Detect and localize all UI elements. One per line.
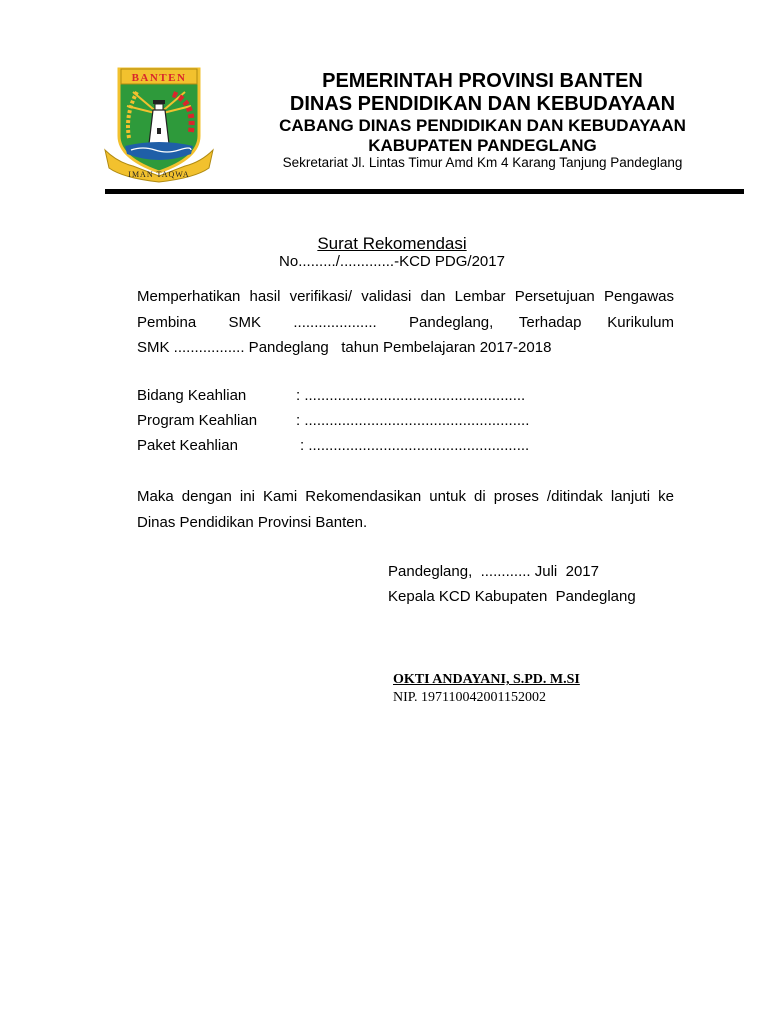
field-bidang-keahlian (137, 387, 525, 404)
banten-emblem-logo (103, 66, 215, 183)
intro-line-3: SMK ................. Pandeglang tahun Pembelajaran 2017-2018 (137, 339, 552, 356)
field-label: Paket Keahlian (137, 437, 238, 454)
closing-paragraph (137, 484, 674, 535)
closing-line-1: Maka dengan ini Kami Rekomendasikan untuk di proses /ditindak lanjuti ke (137, 488, 674, 505)
letter-title: Surat Rekomendasi (317, 234, 467, 253)
field-value: : ..................................................... (296, 387, 526, 404)
letter-number: No........./.............-KCD PDG/2017 (279, 253, 505, 270)
signer-title: Kepala KCD Kabupaten Pandeglang (388, 588, 636, 605)
field-program-keahlian (137, 412, 529, 429)
agency-address: Sekretariat Jl. Lintas Timur Amd Km 4 Karang Tanjung Pandeglang (282, 155, 683, 170)
intro-line-2: Pembina SMK .................... Pandeglang, Terhadap Kurikulum (137, 313, 674, 331)
agency-line-4: KABUPATEN PANDEGLANG (368, 136, 597, 155)
agency-line-3: CABANG DINAS PENDIDIKAN DAN KEBUDAYAAN (279, 116, 686, 135)
field-value: : ..................................................... (300, 437, 530, 454)
agency-line-1: PEMERINTAH PROVINSI BANTEN (322, 70, 643, 92)
agency-line-2: DINAS PENDIDIKAN DAN KEBUDAYAAN (289, 93, 676, 115)
closing-line-2: Dinas Pendidikan Provinsi Banten. (137, 513, 368, 531)
field-label: Bidang Keahlian (137, 387, 247, 404)
intro-line-1: Memperhatikan hasil verifikasi/ validasi dan Lembar Persetujuan Pengawas (137, 288, 674, 305)
logo-bottom-text: IMAN TAQWA (128, 170, 190, 179)
field-paket-keahlian (137, 437, 529, 454)
field-value: : ...................................................... (296, 412, 530, 429)
intro-paragraph (137, 284, 674, 361)
logo-top-text: BANTEN (131, 72, 187, 84)
letterhead-divider (105, 189, 744, 194)
signer-nip: NIP. 197110042001152002 (393, 690, 546, 705)
place-date: Pandeglang, ............ Juli 2017 (388, 563, 599, 580)
signer-name: OKTI ANDAYANI, S.PD. M.SI (393, 672, 580, 687)
field-label: Program Keahlian (137, 412, 258, 429)
